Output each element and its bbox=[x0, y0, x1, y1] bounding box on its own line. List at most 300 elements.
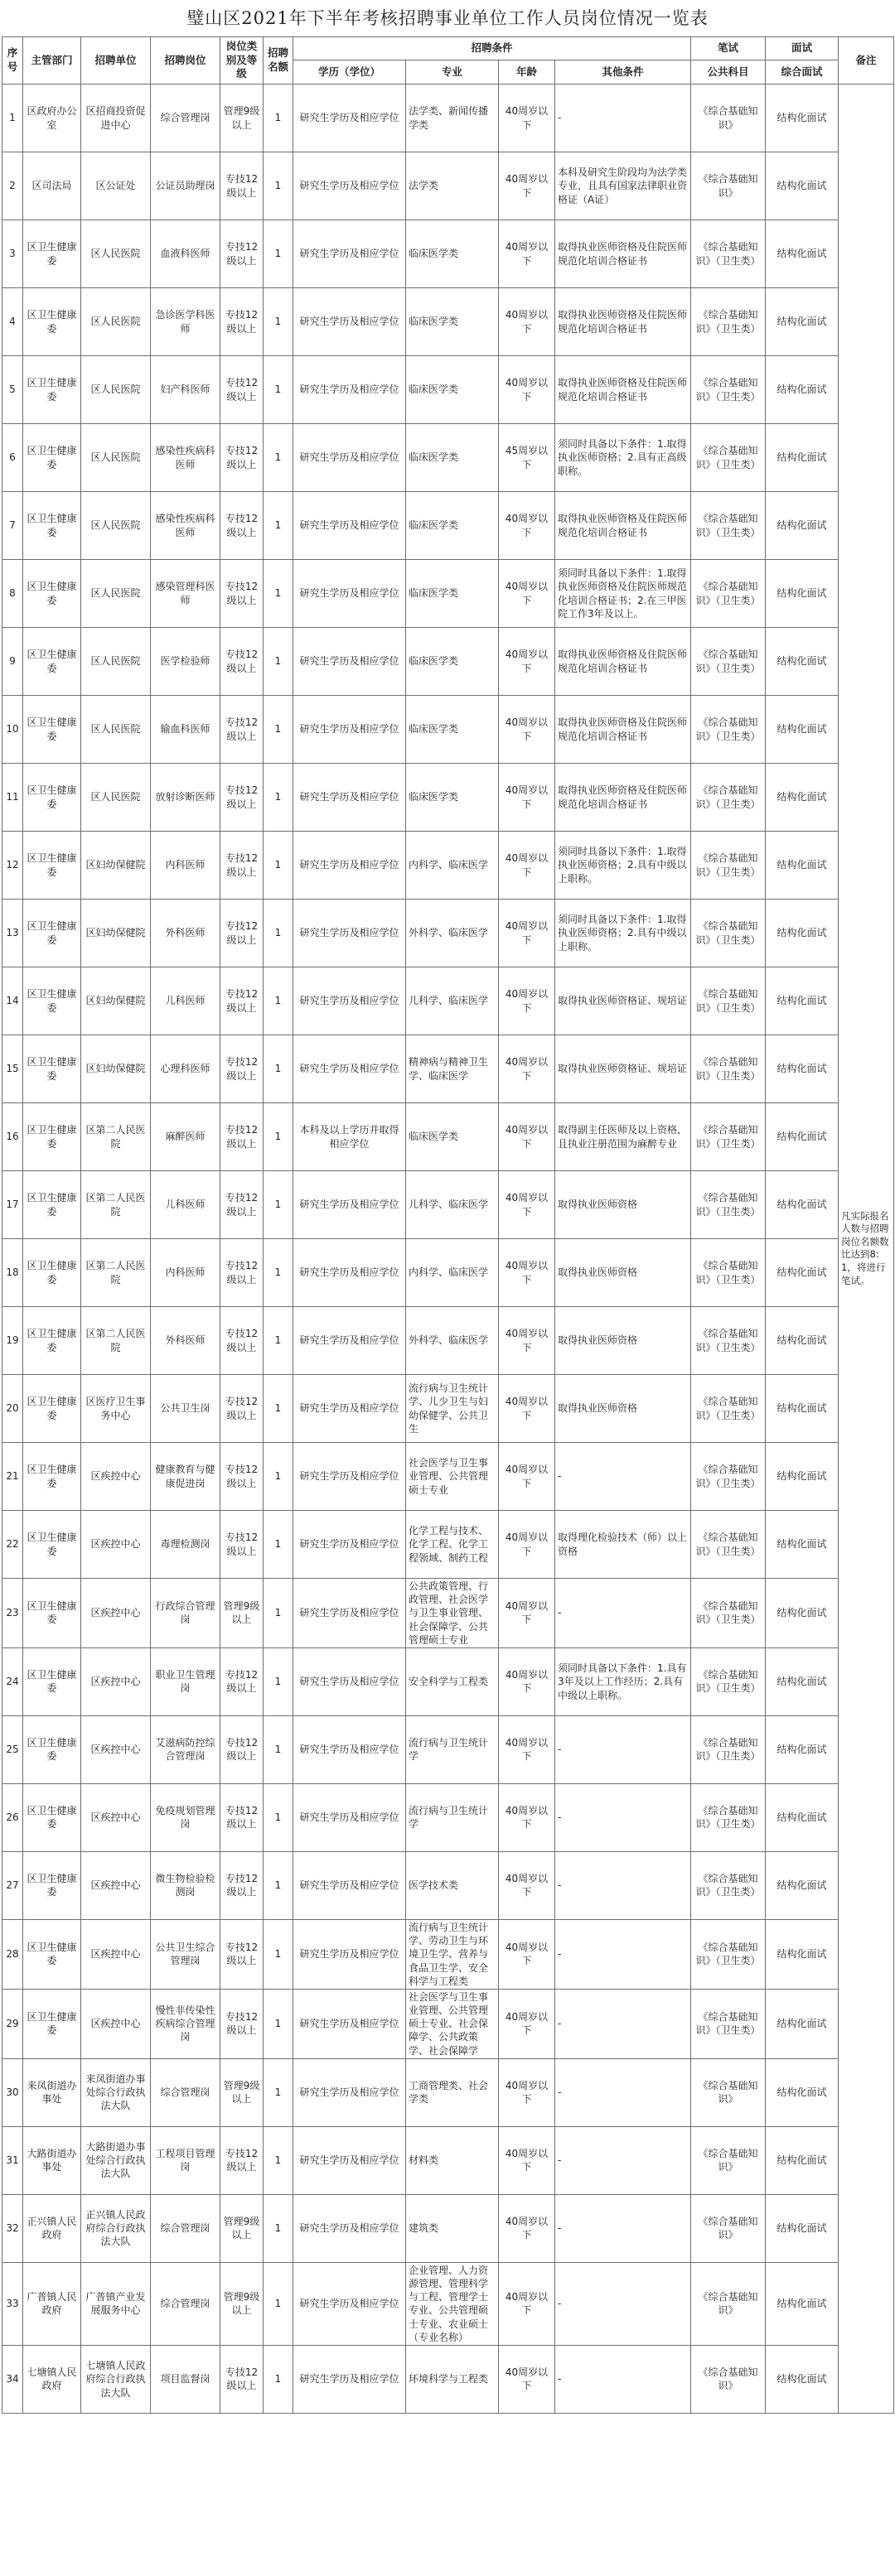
table-row bbox=[2, 152, 894, 220]
quota-cell: 1 bbox=[264, 84, 293, 152]
post-cell: 感染性疾病科医师 bbox=[151, 492, 220, 560]
major-cell: 流行病与卫生统计学、儿少卫生与妇幼保健学、公共卫生 bbox=[406, 1375, 499, 1443]
interview-cell: 结构化面试 bbox=[766, 84, 839, 152]
education-cell: 研究生学历及相应学位 bbox=[293, 900, 406, 967]
age-cell: 40周岁以下 bbox=[499, 1511, 555, 1579]
level-cell: 专技12级以上 bbox=[220, 1511, 264, 1579]
row-number: 27 bbox=[2, 1851, 23, 1919]
education-cell: 研究生学历及相应学位 bbox=[293, 1919, 406, 1989]
written-exam-cell: 《综合基础知识》 bbox=[691, 84, 766, 152]
department-cell: 正兴镇人民政府 bbox=[23, 2194, 81, 2262]
row-number: 26 bbox=[2, 1783, 23, 1851]
other-conditions-cell: 取得执业医师资格 bbox=[555, 1307, 691, 1375]
post-cell: 放射诊断医师 bbox=[151, 764, 220, 832]
department-cell: 区卫生健康委 bbox=[23, 424, 81, 492]
row-number: 3 bbox=[2, 220, 23, 288]
quota-cell: 1 bbox=[264, 1443, 293, 1511]
age-cell: 40周岁以下 bbox=[499, 696, 555, 764]
quota-cell: 1 bbox=[264, 356, 293, 424]
row-number: 15 bbox=[2, 1035, 23, 1103]
other-conditions-cell: 取得副主任医师及以上资格，且执业注册范围为麻醉专业 bbox=[555, 1103, 691, 1171]
education-cell: 研究生学历及相应学位 bbox=[293, 220, 406, 288]
post-cell: 外科医师 bbox=[151, 900, 220, 967]
written-exam-cell: 《综合基础知识》（卫生类） bbox=[691, 696, 766, 764]
interview-cell: 结构化面试 bbox=[766, 1919, 839, 1989]
age-cell: 40周岁以下 bbox=[499, 832, 555, 900]
written-exam-cell: 《综合基础知识》（卫生类） bbox=[691, 1579, 766, 1648]
education-cell: 研究生学历及相应学位 bbox=[293, 492, 406, 560]
other-conditions-cell: 取得执业医师资格及住院医师规范化培训合格证书 bbox=[555, 764, 691, 832]
other-conditions-cell: - bbox=[555, 2058, 691, 2126]
major-cell: 外科学、临床医学 bbox=[406, 1307, 499, 1375]
row-number: 4 bbox=[2, 288, 23, 356]
post-cell: 麻醉医师 bbox=[151, 1103, 220, 1171]
major-cell: 企业管理、人力资源管理、管理科学与工程、管理学士专业、公共管理硕士专业、农业硕士（专业名称） bbox=[406, 2262, 499, 2345]
department-cell: 区卫生健康委 bbox=[23, 967, 81, 1035]
unit-cell: 区妇幼保健院 bbox=[81, 967, 151, 1035]
unit-cell: 区疾控中心 bbox=[81, 1579, 151, 1648]
table-row bbox=[2, 1647, 894, 1715]
quota-cell: 1 bbox=[264, 900, 293, 967]
table-row bbox=[2, 967, 894, 1035]
education-cell: 研究生学历及相应学位 bbox=[293, 1579, 406, 1648]
quota-cell: 1 bbox=[264, 1851, 293, 1919]
row-number: 6 bbox=[2, 424, 23, 492]
department-cell: 大路街道办事处 bbox=[23, 2126, 81, 2194]
major-cell: 流行病与卫生统计学、劳动卫生与环境卫生学、营养与食品卫生学、安全科学与工程类 bbox=[406, 1919, 499, 1989]
other-conditions-cell: - bbox=[555, 1443, 691, 1511]
row-number: 9 bbox=[2, 628, 23, 696]
age-cell: 40周岁以下 bbox=[499, 288, 555, 356]
row-number: 22 bbox=[2, 1511, 23, 1579]
table-row bbox=[2, 220, 894, 288]
quota-cell: 1 bbox=[264, 1989, 293, 2058]
header-remark: 备注 bbox=[839, 37, 894, 84]
quota-cell: 1 bbox=[264, 2126, 293, 2194]
level-cell: 专技12级以上 bbox=[220, 424, 264, 492]
other-conditions-cell: 取得执业医师资格及住院医师规范化培训合格证书 bbox=[555, 492, 691, 560]
unit-cell: 区人民医院 bbox=[81, 220, 151, 288]
major-cell: 内科学、临床医学 bbox=[406, 832, 499, 900]
table-row bbox=[2, 1035, 894, 1103]
major-cell: 临床医学类 bbox=[406, 628, 499, 696]
age-cell: 40周岁以下 bbox=[499, 220, 555, 288]
interview-cell: 结构化面试 bbox=[766, 2345, 839, 2413]
written-exam-cell: 《综合基础知识》（卫生类） bbox=[691, 1989, 766, 2058]
department-cell: 区卫生健康委 bbox=[23, 288, 81, 356]
department-cell: 区卫生健康委 bbox=[23, 1989, 81, 2058]
age-cell: 40周岁以下 bbox=[499, 1239, 555, 1307]
education-cell: 研究生学历及相应学位 bbox=[293, 1511, 406, 1579]
age-cell: 40周岁以下 bbox=[499, 1375, 555, 1443]
row-number: 1 bbox=[2, 84, 23, 152]
department-cell: 区卫生健康委 bbox=[23, 1579, 81, 1648]
written-exam-cell: 《综合基础知识》（卫生类） bbox=[691, 1103, 766, 1171]
interview-cell: 结构化面试 bbox=[766, 832, 839, 900]
major-cell: 外科学、临床医学 bbox=[406, 900, 499, 967]
row-number: 18 bbox=[2, 1239, 23, 1307]
table-row bbox=[2, 492, 894, 560]
post-cell: 妇产科医师 bbox=[151, 356, 220, 424]
quota-cell: 1 bbox=[264, 1307, 293, 1375]
interview-cell: 结构化面试 bbox=[766, 1989, 839, 2058]
written-exam-cell: 《综合基础知识》 bbox=[691, 2345, 766, 2413]
row-number: 28 bbox=[2, 1919, 23, 1989]
post-cell: 毒理检测岗 bbox=[151, 1511, 220, 1579]
table-row bbox=[2, 900, 894, 967]
table-row bbox=[2, 2058, 894, 2126]
department-cell: 区卫生健康委 bbox=[23, 356, 81, 424]
age-cell: 40周岁以下 bbox=[499, 152, 555, 220]
interview-cell: 结构化面试 bbox=[766, 1851, 839, 1919]
other-conditions-cell: 须同时具备以下条件：1.具有3年及以上工作经历；2.具有中级以上职称。 bbox=[555, 1647, 691, 1715]
level-cell: 专技12级以上 bbox=[220, 1715, 264, 1783]
age-cell: 40周岁以下 bbox=[499, 492, 555, 560]
department-cell: 区卫生健康委 bbox=[23, 764, 81, 832]
level-cell: 专技12级以上 bbox=[220, 2345, 264, 2413]
table-row bbox=[2, 356, 894, 424]
major-cell: 临床医学类 bbox=[406, 696, 499, 764]
age-cell: 40周岁以下 bbox=[499, 1035, 555, 1103]
row-number: 8 bbox=[2, 560, 23, 628]
written-exam-cell: 《综合基础知识》（卫生类） bbox=[691, 832, 766, 900]
quota-cell: 1 bbox=[264, 1715, 293, 1783]
written-exam-cell: 《综合基础知识》（卫生类） bbox=[691, 1171, 766, 1239]
department-cell: 区卫生健康委 bbox=[23, 1715, 81, 1783]
post-cell: 儿科医师 bbox=[151, 967, 220, 1035]
education-cell: 研究生学历及相应学位 bbox=[293, 1783, 406, 1851]
other-conditions-cell: 须同时具备以下条件：1.取得执业医师资格；2.具有中级以上职称。 bbox=[555, 900, 691, 967]
age-cell: 40周岁以下 bbox=[499, 1783, 555, 1851]
education-cell: 研究生学历及相应学位 bbox=[293, 1443, 406, 1511]
row-number: 25 bbox=[2, 1715, 23, 1783]
level-cell: 专技12级以上 bbox=[220, 288, 264, 356]
department-cell: 区卫生健康委 bbox=[23, 492, 81, 560]
education-cell: 研究生学历及相应学位 bbox=[293, 560, 406, 628]
table-row bbox=[2, 560, 894, 628]
level-cell: 专技12级以上 bbox=[220, 1919, 264, 1989]
interview-cell: 结构化面试 bbox=[766, 152, 839, 220]
written-exam-cell: 《综合基础知识》（卫生类） bbox=[691, 288, 766, 356]
department-cell: 区卫生健康委 bbox=[23, 1919, 81, 1989]
table-row bbox=[2, 1851, 894, 1919]
written-exam-cell: 《综合基础知识》（卫生类） bbox=[691, 492, 766, 560]
unit-cell: 区疾控中心 bbox=[81, 1919, 151, 1989]
major-cell: 安全科学与工程类 bbox=[406, 1647, 499, 1715]
level-cell: 专技12级以上 bbox=[220, 1375, 264, 1443]
education-cell: 研究生学历及相应学位 bbox=[293, 356, 406, 424]
major-cell: 临床医学类 bbox=[406, 356, 499, 424]
table-row bbox=[2, 1307, 894, 1375]
major-cell: 材料类 bbox=[406, 2126, 499, 2194]
education-cell: 研究生学历及相应学位 bbox=[293, 696, 406, 764]
interview-cell: 结构化面试 bbox=[766, 1103, 839, 1171]
page-title: 璧山区2021年下半年考核招聘事业单位工作人员岗位情况一览表 bbox=[186, 8, 709, 28]
education-cell: 研究生学历及相应学位 bbox=[293, 288, 406, 356]
age-cell: 40周岁以下 bbox=[499, 764, 555, 832]
unit-cell: 大路街道办事处综合行政执法大队 bbox=[81, 2126, 151, 2194]
other-conditions-cell: - bbox=[555, 84, 691, 152]
other-conditions-cell: 取得执业医师资格及住院医师规范化培训合格证书 bbox=[555, 356, 691, 424]
post-cell: 感染性疾病科医师 bbox=[151, 424, 220, 492]
post-cell: 项目监督岗 bbox=[151, 2345, 220, 2413]
interview-cell: 结构化面试 bbox=[766, 764, 839, 832]
row-number: 30 bbox=[2, 2058, 23, 2126]
unit-cell: 广普镇产业发展服务中心 bbox=[81, 2262, 151, 2345]
level-cell: 专技12级以上 bbox=[220, 832, 264, 900]
table-row bbox=[2, 2262, 894, 2345]
unit-cell: 区妇幼保健院 bbox=[81, 832, 151, 900]
written-exam-cell: 《综合基础知识》（卫生类） bbox=[691, 560, 766, 628]
row-number: 16 bbox=[2, 1103, 23, 1171]
age-cell: 40周岁以下 bbox=[499, 1715, 555, 1783]
major-cell: 医学技术类 bbox=[406, 1851, 499, 1919]
department-cell: 区卫生健康委 bbox=[23, 1647, 81, 1715]
unit-cell: 区妇幼保健院 bbox=[81, 1035, 151, 1103]
written-exam-cell: 《综合基础知识》 bbox=[691, 2194, 766, 2262]
other-conditions-cell: - bbox=[555, 2126, 691, 2194]
post-cell: 内科医师 bbox=[151, 1239, 220, 1307]
age-cell: 40周岁以下 bbox=[499, 1851, 555, 1919]
post-cell: 职业卫生管理岗 bbox=[151, 1647, 220, 1715]
level-cell: 专技12级以上 bbox=[220, 220, 264, 288]
age-cell: 40周岁以下 bbox=[499, 900, 555, 967]
post-cell: 慢性非传染性疾病综合管理岗 bbox=[151, 1989, 220, 2058]
major-cell: 临床医学类 bbox=[406, 424, 499, 492]
level-cell: 专技12级以上 bbox=[220, 1443, 264, 1511]
other-conditions-cell: - bbox=[555, 2262, 691, 2345]
other-conditions-cell: 取得执业医师资格及住院医师规范化培训合格证书 bbox=[555, 696, 691, 764]
post-cell: 心理科医师 bbox=[151, 1035, 220, 1103]
post-cell: 公证员助理岗 bbox=[151, 152, 220, 220]
other-conditions-cell: 须同时具备以下条件：1.取得执业医师资格及住院医师规范化培训合格证书；2.在三甲医院工作3年及以上。 bbox=[555, 560, 691, 628]
interview-cell: 结构化面试 bbox=[766, 1443, 839, 1511]
quota-cell: 1 bbox=[264, 2262, 293, 2345]
table-row bbox=[2, 1103, 894, 1171]
row-number: 21 bbox=[2, 1443, 23, 1511]
header-level: 岗位类别及等级 bbox=[220, 37, 264, 84]
quota-cell: 1 bbox=[264, 1511, 293, 1579]
unit-cell: 区妇幼保健院 bbox=[81, 900, 151, 967]
row-number: 13 bbox=[2, 900, 23, 967]
age-cell: 40周岁以下 bbox=[499, 2194, 555, 2262]
age-cell: 45周岁以下 bbox=[499, 424, 555, 492]
education-cell: 研究生学历及相应学位 bbox=[293, 1239, 406, 1307]
major-cell: 环境科学与工程类 bbox=[406, 2345, 499, 2413]
age-cell: 40周岁以下 bbox=[499, 1443, 555, 1511]
post-cell: 健康教育与健康促进岗 bbox=[151, 1443, 220, 1511]
written-exam-cell: 《综合基础知识》（卫生类） bbox=[691, 628, 766, 696]
post-cell: 综合管理岗 bbox=[151, 2262, 220, 2345]
major-cell: 临床医学类 bbox=[406, 560, 499, 628]
unit-cell: 区第二人民医院 bbox=[81, 1239, 151, 1307]
written-exam-cell: 《综合基础知识》 bbox=[691, 2262, 766, 2345]
major-cell: 流行病与卫生统计学 bbox=[406, 1715, 499, 1783]
department-cell: 七塘镇人民政府 bbox=[23, 2345, 81, 2413]
age-cell: 40周岁以下 bbox=[499, 1171, 555, 1239]
education-cell: 研究生学历及相应学位 bbox=[293, 1715, 406, 1783]
post-cell: 儿科医师 bbox=[151, 1171, 220, 1239]
post-cell: 公共卫生岗 bbox=[151, 1375, 220, 1443]
level-cell: 专技12级以上 bbox=[220, 900, 264, 967]
unit-cell: 区公证处 bbox=[81, 152, 151, 220]
table-row bbox=[2, 2345, 894, 2413]
major-cell: 法学类、新闻传播学类 bbox=[406, 84, 499, 152]
level-cell: 管理9级以上 bbox=[220, 1579, 264, 1648]
level-cell: 专技12级以上 bbox=[220, 356, 264, 424]
major-cell: 法学类 bbox=[406, 152, 499, 220]
row-number: 2 bbox=[2, 152, 23, 220]
unit-cell: 七塘镇人民政府综合行政执法大队 bbox=[81, 2345, 151, 2413]
major-cell: 临床医学类 bbox=[406, 220, 499, 288]
header-interview: 面试 bbox=[766, 37, 839, 60]
written-exam-cell: 《综合基础知识》（卫生类） bbox=[691, 1919, 766, 1989]
header-written-subject: 公共科目 bbox=[691, 60, 766, 84]
department-cell: 区卫生健康委 bbox=[23, 1511, 81, 1579]
education-cell: 研究生学历及相应学位 bbox=[293, 1647, 406, 1715]
other-conditions-cell: - bbox=[555, 1579, 691, 1648]
unit-cell: 区疾控中心 bbox=[81, 1647, 151, 1715]
major-cell: 精神病与精神卫生学、临床医学 bbox=[406, 1035, 499, 1103]
education-cell: 研究生学历及相应学位 bbox=[293, 764, 406, 832]
header-age: 年龄 bbox=[499, 60, 555, 84]
major-cell: 工商管理类、社会学类 bbox=[406, 2058, 499, 2126]
department-cell: 区政府办公室 bbox=[23, 84, 81, 152]
age-cell: 40周岁以下 bbox=[499, 967, 555, 1035]
header-major: 专业 bbox=[406, 60, 499, 84]
interview-cell: 结构化面试 bbox=[766, 2058, 839, 2126]
table-row bbox=[2, 1239, 894, 1307]
department-cell: 区卫生健康委 bbox=[23, 1851, 81, 1919]
level-cell: 专技12级以上 bbox=[220, 967, 264, 1035]
quota-cell: 1 bbox=[264, 1171, 293, 1239]
row-number: 32 bbox=[2, 2194, 23, 2262]
table-row bbox=[2, 1783, 894, 1851]
interview-cell: 结构化面试 bbox=[766, 1035, 839, 1103]
level-cell: 专技12级以上 bbox=[220, 696, 264, 764]
post-cell: 血液科医师 bbox=[151, 220, 220, 288]
education-cell: 本科及以上学历并取得相应学位 bbox=[293, 1103, 406, 1171]
quota-cell: 1 bbox=[264, 2194, 293, 2262]
quota-cell: 1 bbox=[264, 560, 293, 628]
quota-cell: 1 bbox=[264, 1103, 293, 1171]
quota-cell: 1 bbox=[264, 628, 293, 696]
other-conditions-cell: - bbox=[555, 1919, 691, 1989]
written-exam-cell: 《综合基础知识》（卫生类） bbox=[691, 1239, 766, 1307]
post-cell: 医学检验师 bbox=[151, 628, 220, 696]
quota-cell: 1 bbox=[264, 832, 293, 900]
table-row bbox=[2, 1443, 894, 1511]
table-row bbox=[2, 84, 894, 152]
education-cell: 研究生学历及相应学位 bbox=[293, 2058, 406, 2126]
major-cell: 社会医学与卫生事业管理、公共管理硕士专业 bbox=[406, 1443, 499, 1511]
written-exam-cell: 《综合基础知识》（卫生类） bbox=[691, 900, 766, 967]
header-other: 其他条件 bbox=[555, 60, 691, 84]
level-cell: 管理9级以上 bbox=[220, 84, 264, 152]
education-cell: 研究生学历及相应学位 bbox=[293, 152, 406, 220]
written-exam-cell: 《综合基础知识》 bbox=[691, 2058, 766, 2126]
unit-cell: 区人民医院 bbox=[81, 628, 151, 696]
department-cell: 区卫生健康委 bbox=[23, 1375, 81, 1443]
written-exam-cell: 《综合基础知识》（卫生类） bbox=[691, 1511, 766, 1579]
post-cell: 感染管理科医师 bbox=[151, 560, 220, 628]
education-cell: 研究生学历及相应学位 bbox=[293, 1171, 406, 1239]
level-cell: 专技12级以上 bbox=[220, 1783, 264, 1851]
department-cell: 广普镇人民政府 bbox=[23, 2262, 81, 2345]
table-row bbox=[2, 628, 894, 696]
education-cell: 研究生学历及相应学位 bbox=[293, 424, 406, 492]
other-conditions-cell: 须同时具备以下条件：1.取得执业医师资格；2.具有正高级职称。 bbox=[555, 424, 691, 492]
written-exam-cell: 《综合基础知识》（卫生类） bbox=[691, 1307, 766, 1375]
level-cell: 管理9级以上 bbox=[220, 2262, 264, 2345]
header-edu: 学历（学位） bbox=[293, 60, 406, 84]
education-cell: 研究生学历及相应学位 bbox=[293, 832, 406, 900]
other-conditions-cell: 取得理化检验技术（师）以上资格 bbox=[555, 1511, 691, 1579]
quota-cell: 1 bbox=[264, 152, 293, 220]
unit-cell: 区人民医院 bbox=[81, 764, 151, 832]
row-number: 10 bbox=[2, 696, 23, 764]
major-cell: 流行病与卫生统计学 bbox=[406, 1783, 499, 1851]
interview-cell: 结构化面试 bbox=[766, 288, 839, 356]
post-cell: 内科医师 bbox=[151, 832, 220, 900]
level-cell: 专技12级以上 bbox=[220, 1171, 264, 1239]
education-cell: 研究生学历及相应学位 bbox=[293, 967, 406, 1035]
post-cell: 艾滋病防控综合管理岗 bbox=[151, 1715, 220, 1783]
quota-cell: 1 bbox=[264, 220, 293, 288]
row-number: 24 bbox=[2, 1647, 23, 1715]
row-number: 20 bbox=[2, 1375, 23, 1443]
age-cell: 40周岁以下 bbox=[499, 84, 555, 152]
department-cell: 区卫生健康委 bbox=[23, 1443, 81, 1511]
unit-cell: 区第二人民医院 bbox=[81, 1103, 151, 1171]
quota-cell: 1 bbox=[264, 288, 293, 356]
interview-cell: 结构化面试 bbox=[766, 900, 839, 967]
age-cell: 40周岁以下 bbox=[499, 1647, 555, 1715]
other-conditions-cell: - bbox=[555, 1715, 691, 1783]
table-row bbox=[2, 1375, 894, 1443]
quota-cell: 1 bbox=[264, 764, 293, 832]
department-cell: 区卫生健康委 bbox=[23, 1171, 81, 1239]
major-cell: 公共政策管理、行政管理、社会医学与卫生事业管理、社会保障学、公共管理硕士专业 bbox=[406, 1579, 499, 1648]
education-cell: 研究生学历及相应学位 bbox=[293, 628, 406, 696]
education-cell: 研究生学历及相应学位 bbox=[293, 1375, 406, 1443]
education-cell: 研究生学历及相应学位 bbox=[293, 1307, 406, 1375]
department-cell: 区卫生健康委 bbox=[23, 1783, 81, 1851]
unit-cell: 区人民医院 bbox=[81, 560, 151, 628]
age-cell: 40周岁以下 bbox=[499, 2345, 555, 2413]
quota-cell: 1 bbox=[264, 1579, 293, 1648]
other-conditions-cell: 取得执业医师资格 bbox=[555, 1239, 691, 1307]
table-row bbox=[2, 1171, 894, 1239]
unit-cell: 区疾控中心 bbox=[81, 1443, 151, 1511]
other-conditions-cell: - bbox=[555, 1851, 691, 1919]
department-cell: 区卫生健康委 bbox=[23, 1239, 81, 1307]
quota-cell: 1 bbox=[264, 696, 293, 764]
level-cell: 专技12级以上 bbox=[220, 1647, 264, 1715]
row-number: 7 bbox=[2, 492, 23, 560]
interview-cell: 结构化面试 bbox=[766, 1375, 839, 1443]
written-exam-cell: 《综合基础知识》（卫生类） bbox=[691, 1035, 766, 1103]
interview-cell: 结构化面试 bbox=[766, 1715, 839, 1783]
level-cell: 专技12级以上 bbox=[220, 152, 264, 220]
level-cell: 专技12级以上 bbox=[220, 628, 264, 696]
header-written: 笔试 bbox=[691, 37, 766, 60]
major-cell: 建筑类 bbox=[406, 2194, 499, 2262]
header-post: 招聘岗位 bbox=[151, 37, 220, 84]
level-cell: 专技12级以上 bbox=[220, 1103, 264, 1171]
written-exam-cell: 《综合基础知识》（卫生类） bbox=[691, 1783, 766, 1851]
other-conditions-cell: 须同时具备以下条件：1.取得执业医师资格；2.具有中级以上职称。 bbox=[555, 832, 691, 900]
